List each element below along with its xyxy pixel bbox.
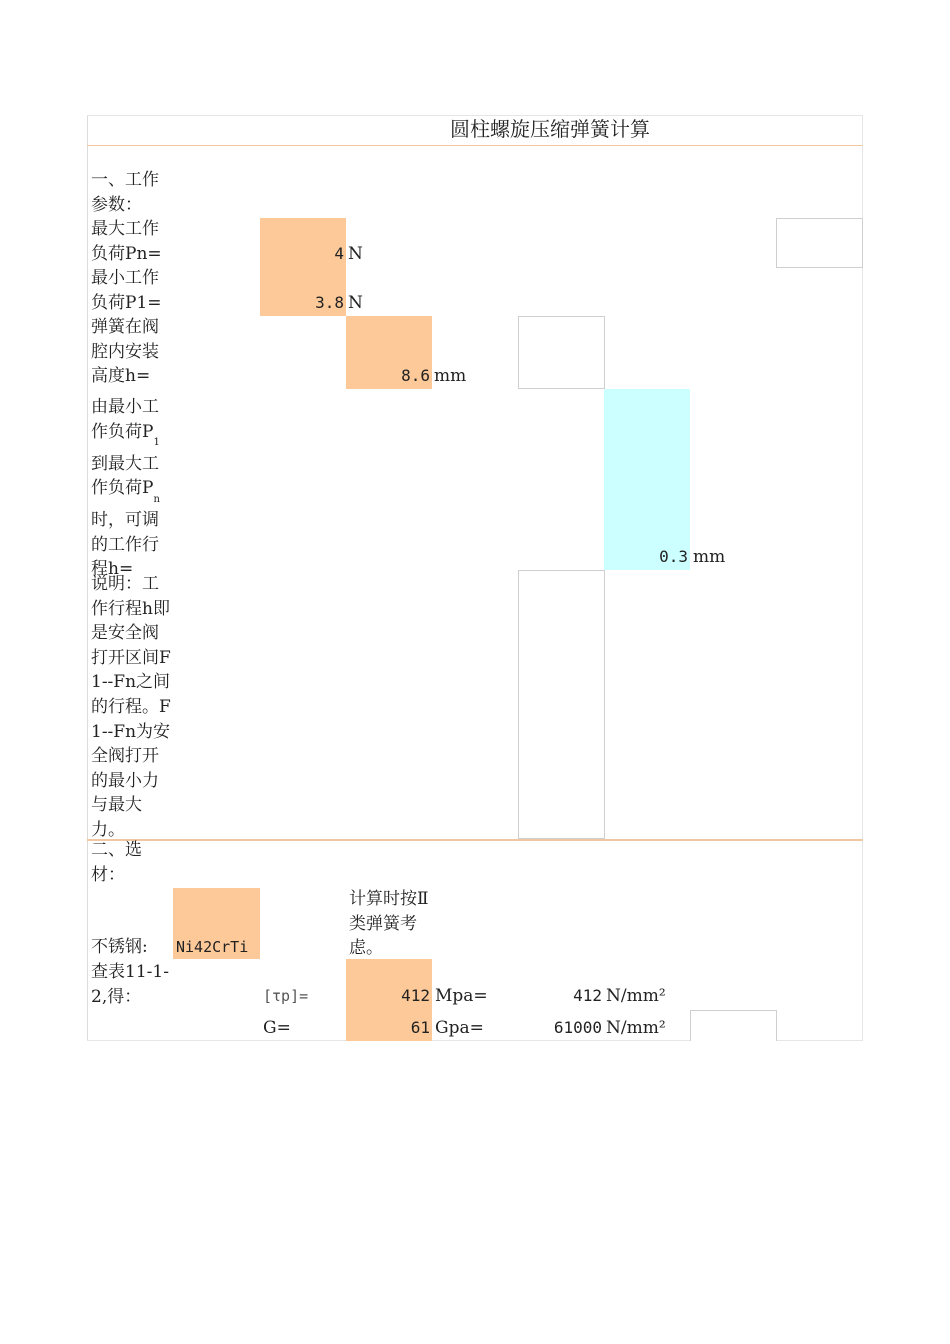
- g-value[interactable]: 61: [410, 1018, 430, 1037]
- empty-box-middle: [518, 316, 605, 389]
- page-title: 圆柱螺旋压缩弹簧计算: [450, 117, 650, 141]
- tau-unit-converted: N/mm²: [606, 986, 666, 1006]
- stroke-result-cell: [604, 389, 690, 570]
- title-underline: [87, 145, 863, 146]
- p1-value[interactable]: 3.8: [315, 293, 344, 312]
- pn-label: 最大工作负荷Pn=: [91, 219, 162, 264]
- stroke-label-part2: 到最大工作负荷P: [91, 453, 159, 499]
- lookup-label: 查表11-1-2,得：: [91, 962, 169, 1007]
- section2-heading: 二、选材：: [91, 840, 142, 885]
- empty-box-right: [776, 218, 863, 268]
- stroke-value: 0.3: [659, 547, 688, 566]
- stroke-label-sub1: 1: [153, 436, 160, 448]
- stroke-label-part3: 时，可调的工作行程h=: [91, 510, 159, 580]
- tau-unit: Mpa=: [435, 986, 488, 1006]
- install-height-label: 弹簧在阀腔内安装高度h=: [91, 317, 159, 387]
- material-label: 不锈钢:: [91, 937, 148, 957]
- pn-value[interactable]: 4: [334, 244, 344, 263]
- p1-unit: N: [348, 293, 363, 313]
- pn-unit: N: [348, 244, 363, 264]
- sheet-left-border: [87, 115, 88, 1040]
- stroke-label-part1: 由最小工作负荷P: [91, 397, 159, 442]
- install-height-unit: mm: [434, 366, 467, 386]
- tau-label: [τp]=: [263, 987, 309, 1005]
- tau-value[interactable]: 412: [401, 986, 430, 1005]
- empty-box-note: [518, 570, 605, 839]
- g-unit: Gpa=: [435, 1018, 484, 1038]
- section-divider: [87, 839, 863, 841]
- material-value[interactable]: Ni42CrTi: [176, 938, 249, 956]
- g-value-converted: 61000: [553, 1018, 602, 1037]
- p1-label: 最小工作负荷P1=: [91, 268, 162, 313]
- empty-box-bottom: [690, 1010, 777, 1041]
- g-unit-converted: N/mm²: [606, 1018, 666, 1038]
- section1-heading: 一、工作参数：: [91, 170, 159, 215]
- stroke-label: [91, 395, 171, 582]
- spring-class-note: 计算时按Ⅱ类弹簧考虑。: [349, 889, 429, 959]
- tau-value-converted: 412: [573, 986, 602, 1005]
- stroke-unit: mm: [693, 547, 726, 567]
- g-label: G=: [263, 1018, 291, 1038]
- install-height-value[interactable]: 8.6: [401, 366, 430, 385]
- stroke-note: 说明：工作行程h即是安全阀打开区间F1--Fn之间的行程。F1--Fn为安全阀打开的最小力与最大力。: [91, 574, 171, 840]
- stroke-label-subn: n: [153, 493, 160, 505]
